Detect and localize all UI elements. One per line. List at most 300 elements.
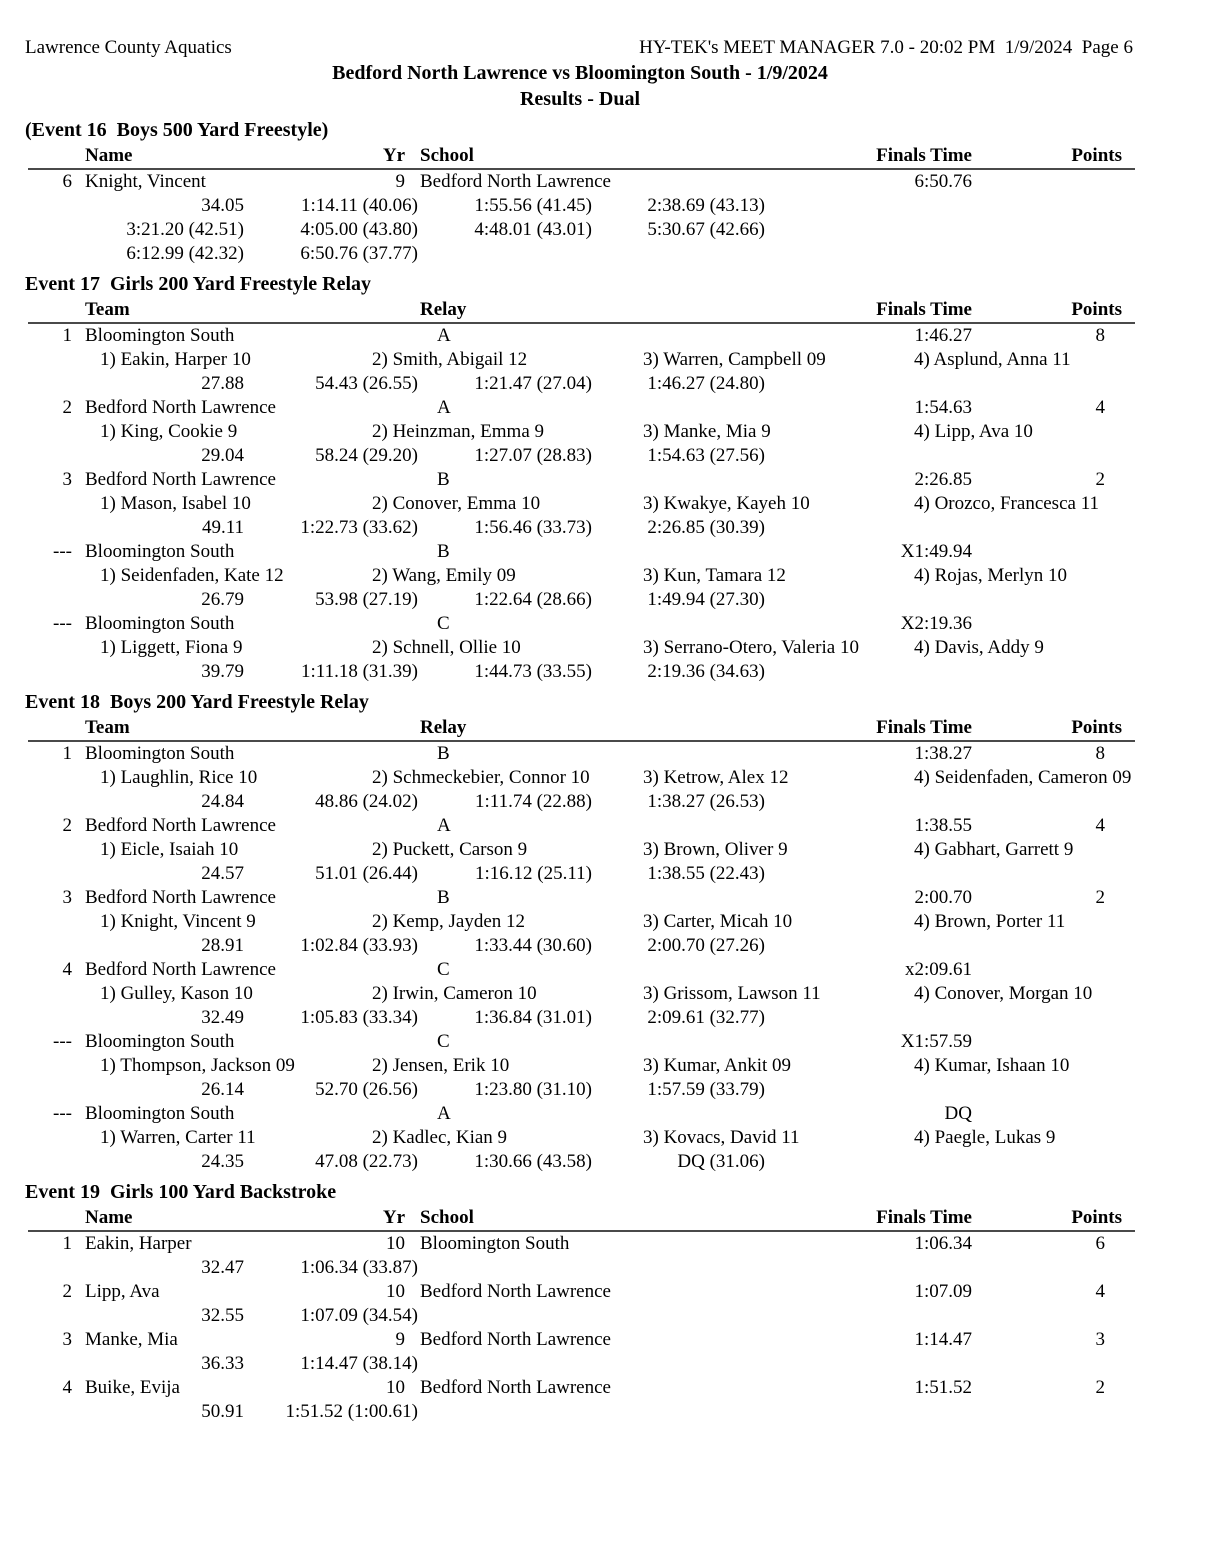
yr-cell (330, 1102, 405, 1126)
col-school-header: Relay (420, 299, 467, 320)
col-yr-header: Yr (382, 145, 405, 166)
swimmer-3: 3) Kwakye, Kayeh 10 (643, 493, 810, 514)
split-time-2: 1:05.83 (33.34) (300, 1007, 418, 1028)
name-cell: Bloomington South (85, 541, 235, 562)
col-finals-time-header: Finals Time (876, 299, 972, 320)
result-row (25, 814, 1230, 838)
yr-cell (330, 324, 405, 348)
swimmer-3: 3) Brown, Oliver 9 (643, 839, 788, 860)
points-cell: 2 (1095, 887, 1105, 908)
swimmer-3: 3) Kumar, Ankit 09 (643, 1055, 792, 1076)
rank-cell: --- (53, 613, 72, 634)
finals-time-cell: DQ (944, 1103, 972, 1124)
swimmer-4: 4) Kumar, Ishaan 10 (914, 1055, 1070, 1076)
column-header-row (28, 715, 1135, 742)
rank-cell: 3 (62, 887, 72, 908)
split-time-4: 2:26.85 (30.39) (647, 517, 765, 538)
split-time-4: DQ (31.06) (677, 1151, 765, 1172)
split-time-3: 1:56.46 (33.73) (474, 517, 592, 538)
finals-time-cell: X1:49.94 (900, 541, 972, 562)
relay-swimmers-row (25, 910, 1230, 934)
swimmer-1: 1) Gulley, Kason 10 (100, 983, 253, 1004)
finals-time-cell: 2:26.85 (914, 469, 972, 490)
swimmer-1: 1) Seidenfaden, Kate 12 (100, 565, 284, 586)
split-time-3: 1:55.56 (41.45) (474, 195, 592, 216)
col-school-header: Relay (420, 717, 467, 738)
split-time-2: 54.43 (26.55) (315, 373, 418, 394)
name-cell: Bloomington South (85, 613, 235, 634)
split-time-3 (418, 1304, 592, 1328)
split-time-2: 1:07.09 (34.54) (300, 1305, 418, 1326)
name-cell: Lipp, Ava (85, 1281, 160, 1302)
rank-cell: 4 (62, 959, 72, 980)
split-time-3: 1:33.44 (30.60) (474, 935, 592, 956)
name-cell: Knight, Vincent (85, 171, 206, 192)
yr-cell (330, 612, 405, 636)
school-cell: Bedford North Lawrence (420, 171, 611, 192)
event-section (25, 1180, 1230, 1424)
school-cell: Bedford North Lawrence (420, 1329, 611, 1350)
splits-row (25, 1352, 1230, 1376)
yr-cell (330, 468, 405, 492)
split-time-3: 1:23.80 (31.10) (474, 1079, 592, 1100)
name-cell: Manke, Mia (85, 1329, 178, 1350)
result-row (25, 742, 1230, 766)
split-time-1: 24.35 (201, 1151, 244, 1172)
rank-cell: 6 (62, 171, 72, 192)
split-time-2: 1:22.73 (33.62) (300, 517, 418, 538)
result-row (25, 540, 1230, 564)
relay-swimmers-row (25, 636, 1230, 660)
swimmer-2: 2) Irwin, Cameron 10 (372, 983, 537, 1004)
name-cell: Bedford North Lawrence (85, 397, 276, 418)
name-cell: Eakin, Harper (85, 1233, 192, 1254)
split-time-2: 1:51.52 (1:00.61) (285, 1401, 418, 1422)
col-points-header: Points (1071, 299, 1122, 320)
column-header-row (28, 297, 1135, 324)
yr-cell (330, 540, 405, 564)
splits-row (25, 1304, 1230, 1328)
column-header-row (28, 1205, 1135, 1232)
yr-cell: 10 (386, 1281, 405, 1302)
split-time-2: 52.70 (26.56) (315, 1079, 418, 1100)
swimmer-4: 4) Asplund, Anna 11 (914, 349, 1071, 370)
school-cell: C (437, 959, 450, 980)
points-cell: 6 (1095, 1233, 1105, 1254)
split-time-2: 47.08 (22.73) (315, 1151, 418, 1172)
split-time-1: 6:12.99 (42.32) (126, 243, 244, 264)
points-cell: 4 (1095, 397, 1105, 418)
report-generator-info: HY-TEK's MEET MANAGER 7.0 - 20:02 PM 1/9/2024 Page 6 (639, 37, 1133, 58)
finals-time-cell: 1:38.27 (914, 743, 972, 764)
split-time-3: 1:16.12 (25.11) (475, 863, 592, 884)
yr-cell (330, 958, 405, 982)
col-points-header: Points (1071, 1207, 1122, 1228)
points-cell: 2 (1095, 469, 1105, 490)
splits-row (25, 790, 1230, 814)
swimmer-3: 3) Carter, Micah 10 (643, 911, 793, 932)
swimmer-3: 3) Serrano-Otero, Valeria 10 (643, 637, 859, 658)
col-yr-header (330, 715, 405, 740)
split-time-1: 36.33 (201, 1353, 244, 1374)
swimmer-2: 2) Jensen, Erik 10 (372, 1055, 510, 1076)
points-cell (972, 612, 1122, 636)
rank-cell: 1 (62, 325, 72, 346)
swimmer-1: 1) Warren, Carter 11 (100, 1127, 256, 1148)
split-time-1: 32.55 (201, 1305, 244, 1326)
split-time-1: 28.91 (201, 935, 244, 956)
finals-time-cell: 1:46.27 (914, 325, 972, 346)
swimmer-2: 2) Schmeckebier, Connor 10 (372, 767, 590, 788)
school-cell: B (437, 541, 450, 562)
col-school-header: School (420, 145, 474, 166)
swimmer-2: 2) Schnell, Ollie 10 (372, 637, 521, 658)
split-time-4: 1:49.94 (27.30) (647, 589, 765, 610)
split-time-3 (418, 1352, 592, 1376)
finals-time-cell: X2:19.36 (900, 613, 972, 634)
finals-time-cell: 1:06.34 (914, 1233, 972, 1254)
splits-row (25, 1006, 1230, 1030)
result-row (25, 958, 1230, 982)
relay-swimmers-row (25, 1054, 1230, 1078)
split-time-2: 51.01 (26.44) (315, 863, 418, 884)
school-cell: B (437, 469, 450, 490)
split-time-2: 4:05.00 (43.80) (300, 219, 418, 240)
finals-time-cell: 2:00.70 (914, 887, 972, 908)
swimmer-3: 3) Grissom, Lawson 11 (643, 983, 821, 1004)
col-yr-header: Yr (382, 1207, 405, 1228)
rank-cell: 2 (62, 1281, 72, 1302)
points-cell: 8 (1095, 743, 1105, 764)
swimmer-3: 3) Manke, Mia 9 (643, 421, 771, 442)
col-name-header: Team (85, 299, 130, 320)
finals-time-cell: 1:51.52 (914, 1377, 972, 1398)
licensee-name: Lawrence County Aquatics (25, 37, 232, 58)
split-time-4: 5:30.67 (42.66) (647, 219, 765, 240)
swimmer-1: 1) Thompson, Jackson 09 (100, 1055, 295, 1076)
swimmer-3: 3) Warren, Campbell 09 (643, 349, 826, 370)
school-cell: A (437, 325, 451, 346)
split-time-3: 1:36.84 (31.01) (474, 1007, 592, 1028)
finals-time-cell: X1:57.59 (900, 1031, 972, 1052)
split-time-3 (418, 1256, 592, 1280)
relay-swimmers-row (25, 348, 1230, 372)
yr-cell: 9 (395, 1329, 405, 1350)
split-time-2: 1:14.47 (38.14) (300, 1353, 418, 1374)
rank-cell: --- (53, 541, 72, 562)
col-rank-spacer (28, 143, 72, 168)
split-time-1: 27.88 (201, 373, 244, 394)
split-time-1: 32.47 (201, 1257, 244, 1278)
relay-swimmers-row (25, 1126, 1230, 1150)
col-name-header: Name (85, 145, 133, 166)
finals-time-cell: x2:09.61 (904, 959, 972, 980)
finals-time-cell: 6:50.76 (914, 171, 972, 192)
split-time-4: 2:09.61 (32.77) (647, 1007, 765, 1028)
event-title: Event 19 Girls 100 Yard Backstroke (25, 1181, 337, 1203)
col-points-header: Points (1071, 145, 1122, 166)
yr-cell (330, 814, 405, 838)
rank-cell: 1 (62, 743, 72, 764)
split-time-1: 24.84 (201, 791, 244, 812)
splits-row (25, 444, 1230, 468)
result-row (25, 1030, 1230, 1054)
swimmer-1: 1) Laughlin, Rice 10 (100, 767, 258, 788)
name-cell: Buike, Evija (85, 1377, 180, 1398)
points-cell: 8 (1095, 325, 1105, 346)
name-cell: Bloomington South (85, 325, 235, 346)
relay-swimmers-row (25, 766, 1230, 790)
split-time-1: 49.11 (201, 517, 244, 538)
rank-cell: --- (53, 1031, 72, 1052)
name-cell: Bedford North Lawrence (85, 469, 276, 490)
yr-cell (330, 742, 405, 766)
splits-row (25, 1078, 1230, 1102)
split-time-1: 26.79 (201, 589, 244, 610)
splits-row (25, 588, 1230, 612)
school-cell: C (437, 1031, 450, 1052)
split-time-4 (592, 1256, 765, 1280)
points-cell (972, 170, 1122, 194)
name-cell: Bloomington South (85, 743, 235, 764)
swimmer-1: 1) Eakin, Harper 10 (100, 349, 251, 370)
split-time-2: 1:06.34 (33.87) (300, 1257, 418, 1278)
name-cell: Bedford North Lawrence (85, 887, 276, 908)
column-header-row (28, 143, 1135, 170)
finals-time-cell: 1:38.55 (914, 815, 972, 836)
page-header (25, 36, 1230, 60)
swimmer-1: 1) Mason, Isabel 10 (100, 493, 251, 514)
splits-row (25, 516, 1230, 540)
name-cell: Bedford North Lawrence (85, 959, 276, 980)
splits-row (25, 372, 1230, 396)
swimmer-1: 1) Eicle, Isaiah 10 (100, 839, 239, 860)
col-name-header: Team (85, 717, 130, 738)
rank-cell: 1 (62, 1233, 72, 1254)
split-time-4: 1:38.55 (22.43) (647, 863, 765, 884)
swimmer-3: 3) Ketrow, Alex 12 (643, 767, 789, 788)
name-cell: Bloomington South (85, 1031, 235, 1052)
split-time-2: 6:50.76 (37.77) (300, 243, 418, 264)
swimmer-2: 2) Heinzman, Emma 9 (372, 421, 545, 442)
col-points-header: Points (1071, 717, 1122, 738)
col-school-header: School (420, 1207, 474, 1228)
relay-swimmers-row (25, 492, 1230, 516)
swimmer-2: 2) Kemp, Jayden 12 (372, 911, 526, 932)
school-cell: Bloomington South (420, 1233, 570, 1254)
school-cell: Bedford North Lawrence (420, 1281, 611, 1302)
split-time-1: 32.49 (201, 1007, 244, 1028)
col-rank-spacer (28, 1205, 72, 1230)
swimmer-4: 4) Davis, Addy 9 (914, 637, 1044, 658)
swimmer-3: 3) Kovacs, David 11 (643, 1127, 800, 1148)
result-row (25, 886, 1230, 910)
split-time-4 (592, 1400, 765, 1424)
event-title: Event 17 Girls 200 Yard Freestyle Relay (25, 273, 372, 295)
split-time-1: 26.14 (201, 1079, 244, 1100)
split-time-3: 1:22.64 (28.66) (474, 589, 592, 610)
swimmer-4: 4) Conover, Morgan 10 (914, 983, 1093, 1004)
yr-cell (330, 886, 405, 910)
result-row (25, 612, 1230, 636)
result-row (25, 1232, 1230, 1256)
split-time-3: 4:48.01 (43.01) (474, 219, 592, 240)
rank-cell: 3 (62, 469, 72, 490)
points-cell: 3 (1095, 1329, 1105, 1350)
splits-row (25, 242, 1230, 266)
yr-cell: 10 (386, 1233, 405, 1254)
swimmer-1: 1) Liggett, Fiona 9 (100, 637, 243, 658)
swimmer-3: 3) Kun, Tamara 12 (643, 565, 786, 586)
splits-row (25, 194, 1230, 218)
points-cell (972, 958, 1122, 982)
school-cell: B (437, 743, 450, 764)
result-row (25, 170, 1230, 194)
swimmer-2: 2) Kadlec, Kian 9 (372, 1127, 508, 1148)
school-cell: B (437, 887, 450, 908)
events-container (25, 118, 1230, 1424)
split-time-3: 1:11.74 (22.88) (475, 791, 592, 812)
swimmer-4: 4) Brown, Porter 11 (914, 911, 1066, 932)
swimmer-1: 1) King, Cookie 9 (100, 421, 238, 442)
results-subtitle: Results - Dual (519, 88, 640, 110)
split-time-3: 1:44.73 (33.55) (474, 661, 592, 682)
swimmer-2: 2) Wang, Emily 09 (372, 565, 516, 586)
school-cell: A (437, 1103, 451, 1124)
splits-row (25, 660, 1230, 684)
event-section (25, 690, 1230, 1174)
points-cell: 4 (1095, 1281, 1105, 1302)
swimmer-4: 4) Orozco, Francesca 11 (914, 493, 1099, 514)
rank-cell: 2 (62, 815, 72, 836)
split-time-2: 1:11.18 (31.39) (301, 661, 418, 682)
relay-swimmers-row (25, 564, 1230, 588)
swimmer-2: 2) Puckett, Carson 9 (372, 839, 528, 860)
splits-row (25, 862, 1230, 886)
splits-row (25, 1400, 1230, 1424)
split-time-4: 2:38.69 (43.13) (647, 195, 765, 216)
split-time-1: 29.04 (201, 445, 244, 466)
splits-row (25, 934, 1230, 958)
result-row (25, 1376, 1230, 1400)
splits-row (25, 218, 1230, 242)
school-cell: A (437, 397, 451, 418)
split-time-2: 48.86 (24.02) (315, 791, 418, 812)
swimmer-4: 4) Lipp, Ava 10 (914, 421, 1033, 442)
rank-cell: 3 (62, 1329, 72, 1350)
event-section (25, 118, 1230, 266)
event-title: (Event 16 Boys 500 Yard Freestyle) (25, 119, 329, 141)
split-time-3 (418, 1400, 592, 1424)
split-time-1: 39.79 (201, 661, 244, 682)
split-time-4: 2:00.70 (27.26) (647, 935, 765, 956)
split-time-4 (592, 1304, 765, 1328)
yr-cell (330, 396, 405, 420)
points-cell: 4 (1095, 815, 1105, 836)
split-time-2: 1:14.11 (40.06) (301, 195, 418, 216)
relay-swimmers-row (25, 838, 1230, 862)
split-time-2: 53.98 (27.19) (315, 589, 418, 610)
split-time-3: 1:30.66 (43.58) (474, 1151, 592, 1172)
split-time-4: 1:57.59 (33.79) (647, 1079, 765, 1100)
rank-cell: 2 (62, 397, 72, 418)
event-entries (25, 1232, 1230, 1424)
split-time-4: 1:46.27 (24.80) (647, 373, 765, 394)
col-finals-time-header: Finals Time (876, 717, 972, 738)
col-yr-header (330, 297, 405, 322)
event-section (25, 272, 1230, 684)
col-finals-time-header: Finals Time (876, 145, 972, 166)
yr-cell (330, 1030, 405, 1054)
rank-cell: 4 (62, 1377, 72, 1398)
points-cell (972, 540, 1122, 564)
split-time-1: 3:21.20 (42.51) (126, 219, 244, 240)
meet-title: Bedford North Lawrence vs Bloomington South - 1/9/2024 (332, 62, 828, 84)
rank-cell: --- (53, 1103, 72, 1124)
swimmer-4: 4) Paegle, Lukas 9 (914, 1127, 1056, 1148)
swimmer-4: 4) Seidenfaden, Cameron 09 (914, 767, 1132, 788)
swimmer-4: 4) Gabhart, Garrett 9 (914, 839, 1074, 860)
event-entries (25, 324, 1230, 684)
name-cell: Bedford North Lawrence (85, 815, 276, 836)
result-row (25, 396, 1230, 420)
school-cell: C (437, 613, 450, 634)
split-time-1: 34.05 (201, 195, 244, 216)
result-row (25, 1102, 1230, 1126)
result-row (25, 468, 1230, 492)
split-time-1: 50.91 (201, 1401, 244, 1422)
name-cell: Bloomington South (85, 1103, 235, 1124)
result-row (25, 1280, 1230, 1304)
swimmer-2: 2) Smith, Abigail 12 (372, 349, 528, 370)
col-rank-spacer (28, 297, 72, 322)
split-time-4: 1:38.27 (26.53) (647, 791, 765, 812)
yr-cell: 10 (386, 1377, 405, 1398)
split-time-1: 24.57 (201, 863, 244, 884)
event-title: Event 18 Boys 200 Yard Freestyle Relay (25, 691, 369, 713)
splits-row (25, 1150, 1230, 1174)
split-time-4 (592, 1352, 765, 1376)
points-cell: 2 (1095, 1377, 1105, 1398)
swimmer-4: 4) Rojas, Merlyn 10 (914, 565, 1068, 586)
split-time-2: 58.24 (29.20) (315, 445, 418, 466)
result-row (25, 1328, 1230, 1352)
col-rank-spacer (28, 715, 72, 740)
relay-swimmers-row (25, 420, 1230, 444)
splits-row (25, 1256, 1230, 1280)
school-cell: Bedford North Lawrence (420, 1377, 611, 1398)
event-entries (25, 742, 1230, 1174)
relay-swimmers-row (25, 982, 1230, 1006)
split-time-3 (418, 242, 592, 266)
finals-time-cell: 1:14.47 (914, 1329, 972, 1350)
school-cell: A (437, 815, 451, 836)
split-time-2: 1:02.84 (33.93) (300, 935, 418, 956)
swimmer-2: 2) Conover, Emma 10 (372, 493, 541, 514)
col-name-header: Name (85, 1207, 133, 1228)
split-time-4: 1:54.63 (27.56) (647, 445, 765, 466)
result-row (25, 324, 1230, 348)
split-time-4: 2:19.36 (34.63) (647, 661, 765, 682)
split-time-3: 1:27.07 (28.83) (474, 445, 592, 466)
event-entries (25, 170, 1230, 266)
points-cell (972, 1102, 1122, 1126)
yr-cell: 9 (395, 171, 405, 192)
finals-time-cell: 1:54.63 (914, 397, 972, 418)
split-time-3: 1:21.47 (27.04) (474, 373, 592, 394)
swimmer-1: 1) Knight, Vincent 9 (100, 911, 256, 932)
finals-time-cell: 1:07.09 (914, 1281, 972, 1302)
